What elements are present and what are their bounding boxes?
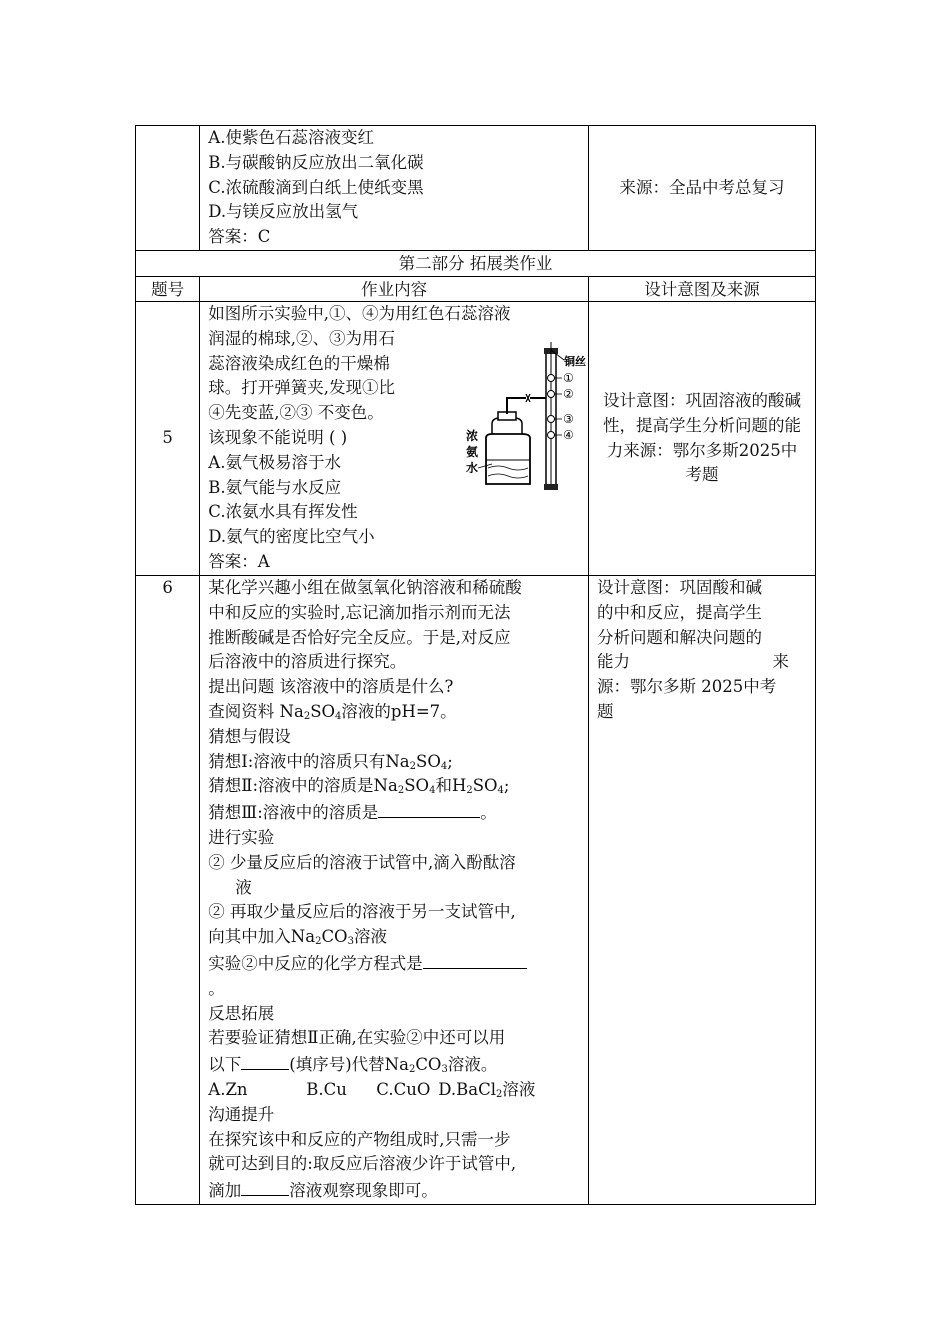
q5-line-3: 蕊溶液染成红色的干燥棉: [208, 353, 390, 373]
q6-hypothesis-3: 猜想Ⅲ:溶液中的溶质是 。: [208, 799, 584, 826]
q5-option-c: C.浓氨水具有挥发性: [208, 502, 358, 522]
q4-source: 来源：全品中考总复习: [619, 177, 785, 197]
q5-content-cell: [200, 302, 589, 576]
q6-number: 6: [136, 576, 200, 1205]
figure-label-4: ④: [563, 428, 575, 442]
figure-label-2: ②: [563, 387, 575, 401]
q6-reflection-2: 以下 (填序号)代替$Na_2CO_3$溶液。: [208, 1051, 584, 1078]
communication-blank[interactable]: [241, 1177, 289, 1196]
q6-reflection-1: 若要验证猜想Ⅱ正确,在实验②中还可以用: [208, 1028, 506, 1048]
figure-label-ammonia-2: 氨: [466, 445, 479, 459]
q6-experiment-1: ② 少量反应后的溶液于试管中,滴入酚酞溶: [208, 852, 516, 872]
q6-experiment-2-cont: 向其中加入$Na_2CO_3$溶液: [208, 927, 387, 948]
q6-experiment-2: ② 再取少量反应后的溶液于另一支试管中,: [208, 902, 516, 922]
ammonia-apparatus-figure: [450, 334, 590, 494]
q6-equation: 实验②中反应的化学方程式是: [208, 950, 584, 977]
q6-communication-2: 就可达到目的:取反应后溶液少许于试管中,: [208, 1154, 517, 1174]
q5-line-4: 球。打开弹簧夹,发现①比: [208, 378, 396, 398]
q6-intro-1: 某化学兴趣小组在做氢氧化钠溶液和稀硫酸: [208, 578, 522, 597]
q4-source-cell: [588, 126, 815, 251]
q6-content-cell: [200, 576, 589, 1205]
q5-option-d: D.氨气的密度比空气小: [208, 527, 375, 547]
q6-experiment-1-cont: 液: [235, 877, 252, 897]
figure-label-wire: 铜丝: [564, 355, 587, 368]
q5-number: 5: [136, 302, 200, 576]
q6-design: 设计意图：巩固酸和碱 的中和反应，提高学生 分析问题和解决问题的 能力 来 源：鄂尔多斯 2025中考 题: [596, 578, 789, 721]
q6-hypothesis-title: 猜想与假设: [208, 726, 291, 746]
q6-hypothesis-2: 猜想Ⅱ:溶液中的溶质是$Na_2SO_4$和$H_2SO_4$;: [208, 776, 510, 797]
q6-question: 提出问题 该溶液中的溶质是什么?: [208, 677, 454, 697]
header-number: 题号: [136, 277, 200, 302]
q5-option-a: A.氨气极易溶于水: [208, 452, 341, 472]
q5-design-cell: [588, 302, 815, 576]
q5-line-2: 润湿的棉球,②、③为用石: [208, 328, 396, 348]
q4-option-d: D.与镁反应放出氢气: [208, 202, 359, 222]
q6-communication-title: 沟通提升: [208, 1104, 275, 1124]
header-row: [136, 277, 816, 302]
section-title: 第二部分 拓展类作业: [136, 251, 816, 277]
table-row: [136, 126, 816, 251]
q5-line-1: 如图所示实验中,①、④为用红色石蕊溶液: [208, 304, 511, 323]
figure-label-1: ①: [563, 371, 575, 385]
q4-option-c: C.浓硫酸滴到白纸上使纸变黑: [208, 177, 424, 197]
q5-line-6: 该现象不能说明 ( ): [208, 427, 348, 447]
q4-option-b: B.与碳酸钠反应放出二氧化碳: [208, 152, 424, 172]
equation-blank[interactable]: [423, 950, 527, 969]
q6-experiment-title: 进行实验: [208, 827, 275, 847]
q6-reflection-title: 反思拓展: [208, 1003, 275, 1023]
q5-design: 设计意图：巩固溶液的酸碱性，提高学生分析问题的能力来源：鄂尔多斯2025中考题: [602, 390, 801, 485]
homework-table: [135, 125, 816, 1205]
q4-number-cell: [136, 126, 200, 251]
figure-label-ammonia-3: 水: [466, 461, 479, 475]
table-row: [136, 302, 816, 576]
header-design: 设计意图及来源: [588, 277, 815, 302]
q6-communication-3: 滴加 溶液观察现象即可。: [208, 1177, 584, 1204]
q4-option-a: A.使紫色石蕊溶液变红: [208, 128, 374, 147]
reflection-blank[interactable]: [241, 1051, 289, 1070]
q6-intro-3: 推断酸碱是否恰好完全反应。于是,对反应: [208, 627, 511, 647]
q6-design-cell: [588, 576, 815, 1205]
section-title-row: [136, 251, 816, 277]
q6-intro-2: 中和反应的实验时,忘记滴加指示剂而无法: [208, 602, 511, 622]
q6-hypothesis-1: 猜想Ⅰ:溶液中的溶质只有$Na_2SO_4$;: [208, 751, 453, 772]
q6-options: A.Zn B.Cu C.CuO D.BaCl$_2$溶液: [208, 1079, 536, 1100]
q5-option-b: B.氨气能与水反应: [208, 477, 342, 497]
q4-answer: 答案：C: [208, 227, 271, 247]
table-row: [136, 576, 816, 1205]
figure-label-ammonia-1: 浓: [466, 429, 479, 443]
header-content: 作业内容: [200, 277, 589, 302]
q4-content-cell: [200, 126, 589, 251]
q5-answer: 答案：A: [208, 551, 270, 571]
figure-label-3: ③: [563, 412, 575, 426]
q6-lookup: 查阅资料 $Na_2SO_4$溶液的pH=7。: [208, 701, 457, 722]
hypothesis-3-blank[interactable]: [378, 799, 480, 818]
q6-equation-end: 。: [208, 978, 225, 998]
q6-communication-1: 在探究该中和反应的产物组成时,只需一步: [208, 1129, 511, 1149]
q6-intro-4: 后溶液中的溶质进行探究。: [208, 652, 407, 672]
q5-line-5: ④先变蓝,②③ 不变色。: [208, 403, 384, 423]
